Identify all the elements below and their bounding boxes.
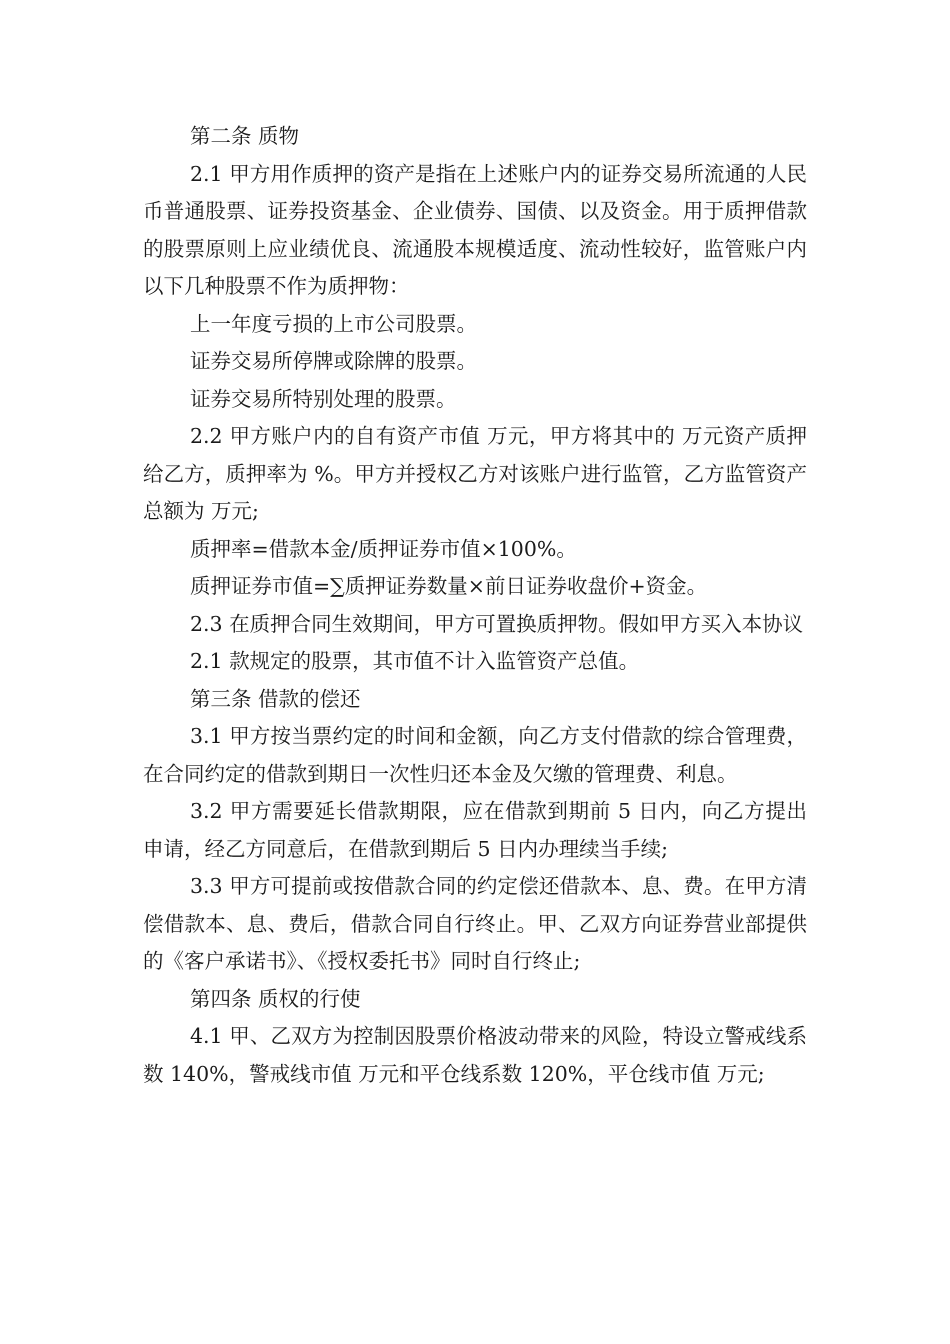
article-heading: 第三条 借款的偿还 [190, 686, 361, 711]
paragraph: 3.3 甲方可提前或按借款合同的约定偿还借款本、息、费。在甲方清偿借款本、息、费后，借款合同自行终止。甲、乙双方向证券营业部提供的《客户承诺书》、《授权委托书》同时自行终止; [143, 874, 807, 973]
paragraph: 4.1 甲、乙双方为控制因股票价格波动带来的风险，特设立警戒线系数 140%，警戒线市值 万元和平仓线系数 120%，平仓线市值 万元; [143, 1024, 807, 1086]
paragraph: 2.1 款规定的股票，其市值不计入监管资产总值。 [190, 649, 640, 673]
paragraph: 2.1 甲方用作质押的资产是指在上述账户内的证券交易所流通的人民币普通股票、证券投资基金、企业债券、国债、以及资金。用于质押借款的股票原则上应业绩优良、流通股本规模适度、流动性较好，监管账户内以下几种股票不作为质押物： [143, 161, 807, 298]
paragraph: 3.2 甲方需要延长借款期限，应在借款到期前 5 日内，向乙方提出申请，经乙方同意后，在借款到期后 5 日内办理续当手续; [143, 799, 807, 861]
paragraph: 证券交易所特别处理的股票。 [190, 386, 457, 411]
paragraph: 3.1 甲方按当票约定的时间和金额，向乙方支付借款的综合管理费，在合同约定的借款到期日一次性归还本金及欠缴的管理费、利息。 [143, 724, 807, 786]
paragraph: 质押率=借款本金/质押证券市值×100%。 [190, 536, 577, 561]
article-heading: 第二条 质物 [190, 124, 300, 148]
paragraph: 2.3 在质押合同生效期间，甲方可置换质押物。假如甲方买入本协议 [190, 611, 804, 636]
article-heading: 第四条 质权的行使 [190, 986, 361, 1011]
document-body [143, 118, 807, 1093]
paragraph: 证券交易所停牌或除牌的股票。 [190, 349, 477, 373]
paragraph: 质押证券市值=∑质押证券数量×前日证券收盘价+资金。 [190, 574, 708, 598]
paragraph: 2.2 甲方账户内的自有资产市值 万元，甲方将其中的 万元资产质押给乙方，质押率为 %。甲方并授权乙方对该账户进行监管，乙方监管资产总额为 万元; [143, 424, 807, 523]
paragraph: 上一年度亏损的上市公司股票。 [190, 311, 477, 336]
